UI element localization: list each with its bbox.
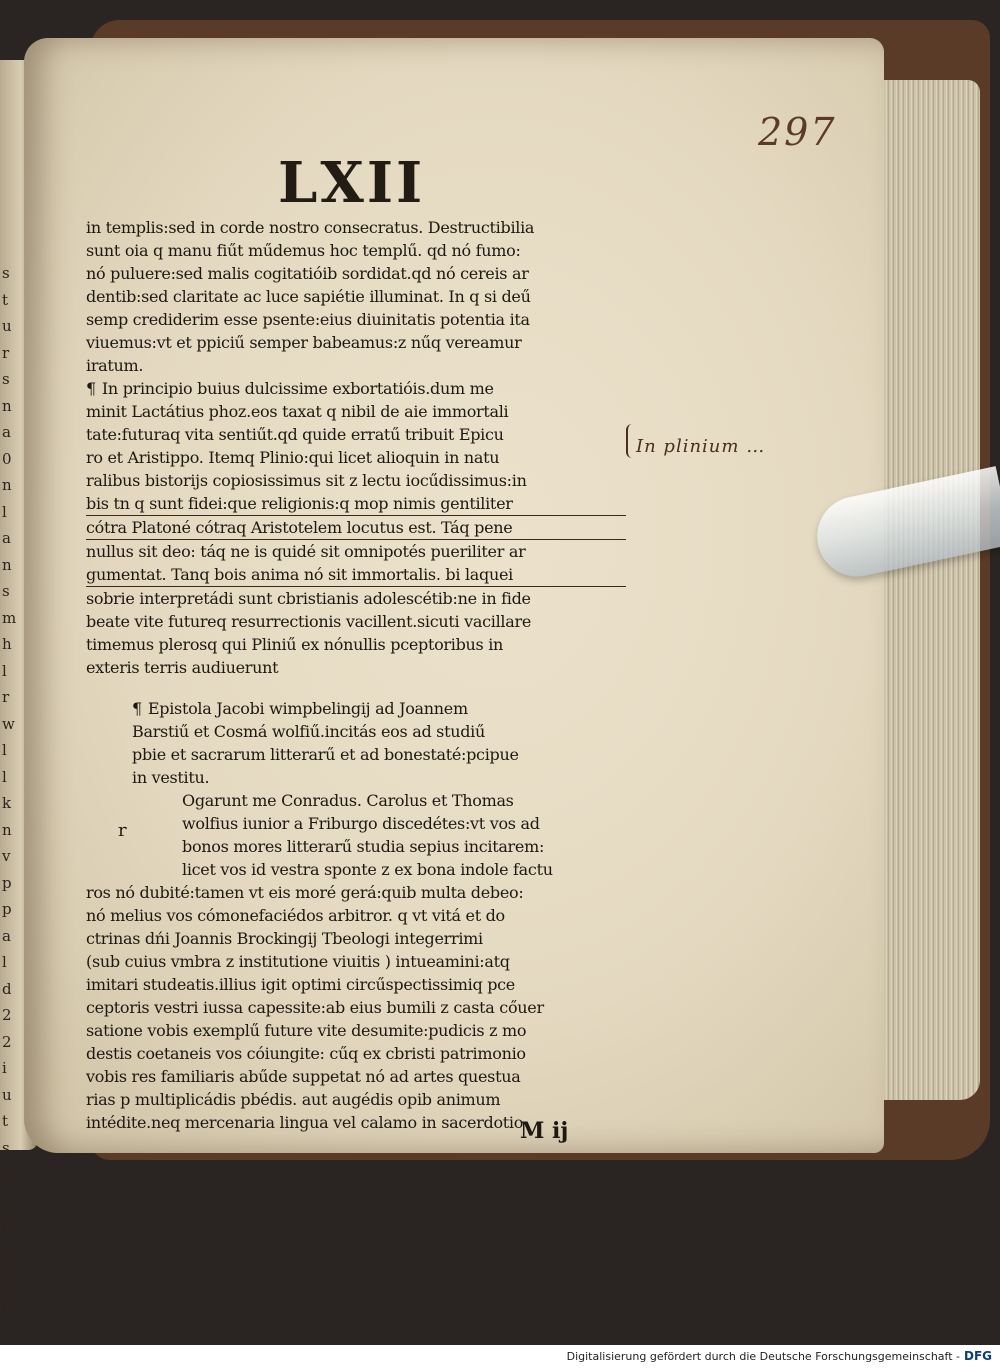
- epistle-heading-line: Barstiű et Cosmá wolfiű.incitás eos ad studiű: [132, 722, 485, 741]
- epistle-heading-line: [86, 697, 626, 720]
- text-line: ro et Aristippo. Itemq Plinio:qui licet alioquin in natu: [86, 448, 500, 467]
- epistle-body-line: destis coetaneis vos cóiungite: cűq ex cbristi patrimonio: [86, 1044, 526, 1063]
- text-line-underlined: gumentat. Tanq bois anima nó sit immortalis. bi laquei: [86, 563, 626, 587]
- text-line: semp crediderim esse psente:eius diuinitatis potentia ita: [86, 310, 530, 329]
- epistle-heading-text: Epistola Jacobi wimpbelingij ad Joannem: [147, 699, 468, 718]
- text-line: timemus plerosq qui Pliniű ex nónullis pceptoribus in: [86, 635, 504, 654]
- handwritten-marginal-note: In plinium …: [636, 436, 766, 457]
- text-line: In principio buius dulcissime exbortatióis.dum me: [101, 379, 494, 398]
- epistle-body-line: Ogarunt me Conradus. Carolus et Thomas: [182, 791, 514, 810]
- epistle-body-line: nó melius vos cómonefaciédos arbitror. q vt vitá et do: [86, 906, 505, 925]
- paragraph-start-line: [86, 377, 626, 400]
- chapter-heading: LXII: [278, 150, 426, 216]
- folio-number: 297: [758, 110, 837, 154]
- text-line: exteris terris audiuerunt: [86, 658, 279, 677]
- text-line: sunt oia q manu fiűt műdemus hoc templű. qd nó fumo:: [86, 241, 521, 260]
- epistle-body-line: satione vobis exemplű future vite desumite:pudicis z mo: [86, 1021, 527, 1040]
- pilcrow-icon: ¶: [86, 379, 96, 398]
- epistle-body-line: vobis res familiaris abűde suppetat nó ad artes questua: [86, 1067, 521, 1086]
- epistle-body-line: (sub cuius vmbra z institutione viuitis ) intueamini:atq: [86, 952, 510, 971]
- text-line: dentib:sed claritate ac luce sapiétie illuminat. In q si deű: [86, 287, 531, 306]
- text-line: beate vite futureq resurrectionis vacillent.sicuti vacillare: [86, 612, 531, 631]
- epistle-heading-line: in vestitu.: [132, 768, 210, 787]
- guide-letter: r: [118, 820, 127, 841]
- text-line: viuemus:vt et ppiciű semper babeamus:z nűq vereamur: [86, 333, 522, 352]
- dfg-logo: DFG: [963, 1349, 992, 1363]
- text-line: nullus sit deo: táq ne is quidé sit omnipotés pueriliter ar: [86, 542, 526, 561]
- text-line: in templis:sed in corde nostro consecratus. Destructibilia: [86, 218, 535, 237]
- text-line: nó puluere:sed malis cogitatióib sordidat.qd nó cereis ar: [86, 264, 529, 283]
- epistle-heading-line: pbie et sacrarum litterarű et ad bonestaté:pcipue: [132, 745, 519, 764]
- text-line: sobrie interpretádi sunt cbristianis adolescétib:ne in fide: [86, 589, 531, 608]
- text-line-underlined: bis tn q sunt fidei:que religionis:q mop nimis gentiliter: [86, 492, 626, 516]
- text-line: tate:futuraq vita sentiűt.qd quide erratű tribuit Epicu: [86, 425, 504, 444]
- epistle-body-line: intédite.neq mercenaria lingua vel calamo in sacerdotio: [86, 1113, 524, 1132]
- text-line: minit Lactátius phoz.eos taxat q nibil de aie immortali: [86, 402, 509, 421]
- signature-mark: M ij: [520, 1118, 569, 1144]
- pilcrow-icon: ¶: [132, 699, 142, 718]
- margin-bracket: [626, 424, 636, 458]
- epistle-body-line: licet vos id vestra sponte z ex bona indole factu: [182, 860, 553, 879]
- epistle-body-line: ctrinas dńi Joannis Brockingij Tbeologi integerrimi: [86, 929, 483, 948]
- main-text: [86, 216, 626, 1134]
- text-line: ralibus bistorijs copiosissimus sit z lectu iocűdissimus:in: [86, 471, 527, 490]
- epistle-body-line: rias p multiplicádis pbédis. aut augédis opib animum: [86, 1090, 501, 1109]
- epistle-body-line: imitari studeatis.illius igit optimi circűspectissimiq pce: [86, 975, 515, 994]
- text-line: iratum.: [86, 356, 144, 375]
- text-line-underlined: cótra Platoné cótraq Aristotelem locutus est. Táq pene: [86, 516, 626, 540]
- epistle-body-line: bonos mores litterarű studia sepius incitarem:: [182, 837, 545, 856]
- section-gap: [86, 679, 626, 697]
- epistle-body-line: ceptoris vestri iussa capessite:ab eius bumili z casta cőuer: [86, 998, 544, 1017]
- facing-page-text-fragment: s t u r s n a 0 n l a n s m h l r w l l k n v p p a l d 2 2 i u t s r y i s d r: [2, 264, 16, 1316]
- footer-credit: Digitalisierung gefördert durch die Deutsche Forschungsgemeinschaft -: [566, 1350, 960, 1363]
- epistle-body-line: ros nó dubité:tamen vt eis moré gerá:quib multa debeo:: [86, 883, 524, 902]
- epistle-body-line: wolfius iunior a Friburgo discedétes:vt vos ad: [182, 814, 540, 833]
